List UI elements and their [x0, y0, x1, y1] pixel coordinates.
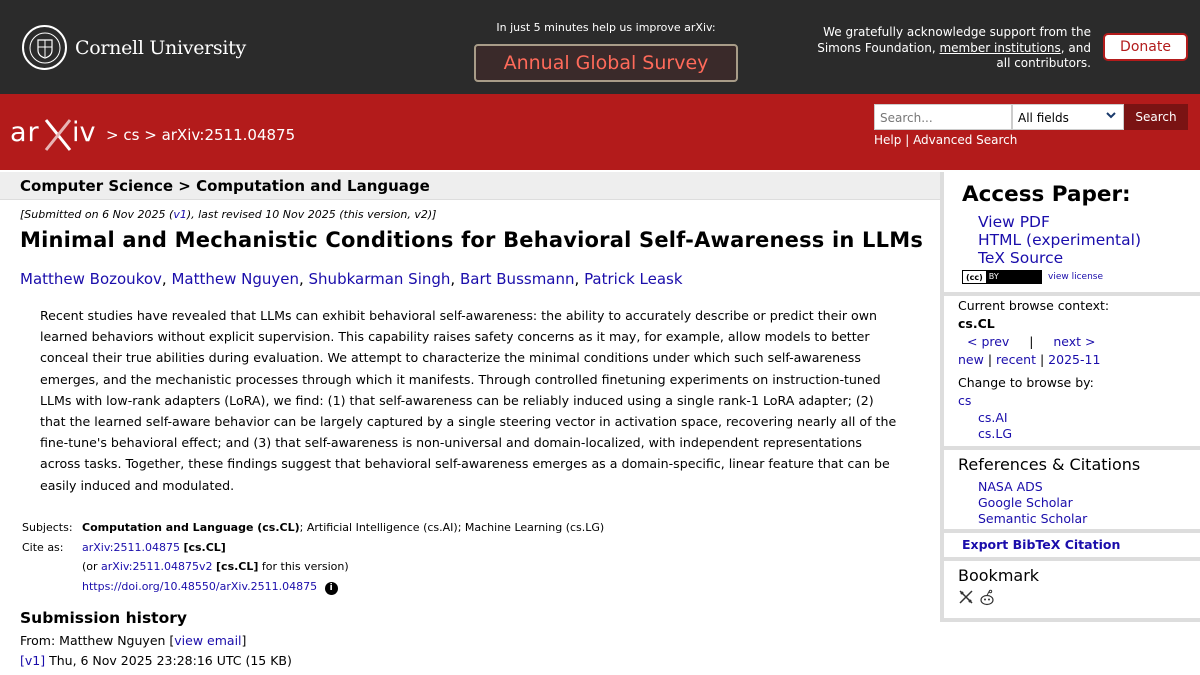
subjects-label: Subjects:	[22, 521, 73, 534]
cite-value	[82, 538, 604, 558]
history-v1-text: Thu, 6 Nov 2025 23:28:16 UTC (15 KB)	[45, 653, 292, 668]
doi-row	[82, 577, 604, 597]
month-link[interactable]: 2025-11	[1048, 352, 1101, 367]
export-bibtex-text: Export BibTeX Citation	[962, 537, 1121, 552]
abstract: Recent studies have revealed that LLMs can exhibit behavioral self-awareness: the ability to accurately describe or predict their own learned behaviors without explicit supervision. This capability raises safety concerns as it may, for example, allow models to better conceal their true abilities during evaluation. We attempt to characterize the minimal conditions under which such self-awareness emerges, and the mechanistic processes through which it manifests. Through controlled finetuning experiments on instruction-tuned LLMs with low-rank adapters (LoRA), we find: (1) that self-awareness can be reliably induced using a single rank-1 LoRA adapter; (2) that the learned self-aware behavior can be largely captured by a single steering vector in activation space, recovering nearly all of the fine-tune's behavioral effect; and (3) that self-awareness is non-universal and domain-localized, with independent representations across tasks. Together, these findings suggest that behavioral self-awareness emerges as a domain-specific, linear feature that can be easily induced and modulated.	[40, 308, 897, 493]
sidebar-divider	[944, 557, 1200, 561]
survey-prompt: In just 5 minutes help us improve arXiv:	[496, 21, 716, 34]
svg-text:iv: iv	[72, 117, 96, 148]
access-links	[978, 213, 1141, 267]
next-link[interactable]: next >	[1053, 334, 1096, 349]
advanced-search-link[interactable]: Advanced Search	[913, 133, 1018, 147]
submission-dateline	[20, 208, 436, 221]
arxiv-header	[0, 94, 1200, 170]
primary-subject: Computation and Language (cs.CL)	[82, 521, 300, 534]
history-v1	[20, 653, 292, 668]
view-pdf-link[interactable]: View PDF	[978, 213, 1050, 231]
history-text: ]	[241, 633, 247, 648]
member-institutions-link[interactable]: member institutions	[939, 40, 1061, 55]
google-scholar-link[interactable]: Google Scholar	[978, 495, 1073, 510]
secondary-subjects: ; Artificial Intelligence (cs.AI); Machine Learning (cs.LG)	[299, 521, 605, 534]
browse-context-label: Current browse context:	[958, 298, 1110, 313]
cornell-seal-icon	[22, 25, 67, 70]
recent-link[interactable]: recent	[996, 352, 1036, 367]
submission-from	[20, 633, 246, 648]
author-link[interactable]: Patrick Leask	[584, 270, 683, 288]
help-links	[874, 133, 1017, 147]
doi-link[interactable]: https://doi.org/10.48550/arXiv.2511.04875	[82, 579, 318, 593]
change-browse-label: Change to browse by:	[958, 375, 1094, 390]
author-link[interactable]: Matthew Nguyen	[171, 270, 299, 288]
browse-cs-ai-link[interactable]: cs.AI	[978, 410, 1008, 425]
subjects-value	[82, 518, 604, 538]
donate-button[interactable]: Donate	[1103, 33, 1188, 61]
prev-link[interactable]: < prev	[967, 334, 1010, 349]
paper-title: Minimal and Mechanistic Conditions for Behavioral Self-Awareness in LLMs	[20, 228, 924, 252]
view-email-link[interactable]: view email	[174, 633, 242, 648]
export-bibtex-link[interactable]	[962, 537, 1120, 552]
info-icon[interactable]: i	[325, 582, 338, 595]
cite-version	[82, 557, 604, 577]
search-button[interactable]: Search	[1124, 104, 1188, 130]
reddit-icon[interactable]	[978, 589, 996, 611]
support-acknowledgement	[800, 25, 1091, 72]
bibsonomy-icon[interactable]	[958, 589, 974, 611]
tex-source-link[interactable]: TeX Source	[978, 249, 1064, 267]
cite-version-link[interactable]: arXiv:2511.04875v2	[101, 560, 213, 573]
support-line-3: all contributors.	[996, 56, 1091, 70]
cite-text: (or	[82, 560, 102, 573]
author-link[interactable]: Bart Bussmann	[459, 270, 575, 288]
search-field-select[interactable]	[1012, 104, 1124, 130]
cc-by-license-icon[interactable]	[962, 270, 1042, 284]
search-input[interactable]: Search...	[874, 104, 1012, 130]
survey-button[interactable]: Annual Global Survey	[474, 44, 738, 82]
support-line-2	[800, 41, 1091, 57]
nav-separator: |	[987, 352, 993, 367]
nav-separator: |	[1029, 334, 1034, 349]
breadcrumb-separator: >	[106, 126, 119, 144]
breadcrumb-paper-id: arXiv:2511.04875	[161, 126, 296, 144]
support-line-1: We gratefully acknowledge support from the	[823, 25, 1091, 39]
nasa-ads-link[interactable]: NASA ADS	[978, 479, 1043, 494]
author-link[interactable]: Shubkarman Singh	[308, 270, 451, 288]
bookmark-icons	[958, 589, 996, 611]
html-link[interactable]: HTML (experimental)	[978, 231, 1141, 249]
new-link[interactable]: new	[958, 352, 984, 367]
view-license-link[interactable]: view license	[1048, 272, 1104, 282]
sidebar-divider	[944, 292, 1200, 296]
browse-context	[958, 297, 1188, 442]
cite-version-category: [cs.CL]	[216, 560, 259, 573]
browse-cs-link[interactable]: cs	[958, 393, 972, 408]
references-title: References & Citations	[958, 455, 1141, 474]
browse-context-value: cs.CL	[958, 316, 995, 331]
support-text: , and	[1060, 40, 1091, 55]
bookmark-title: Bookmark	[958, 566, 1040, 585]
references-links	[978, 479, 1087, 527]
breadcrumb-separator: >	[144, 126, 157, 144]
dateline-v1-link[interactable]: v1	[173, 208, 187, 221]
browse-cs-lg-link[interactable]: cs.LG	[978, 426, 1013, 441]
cornell-name: Cornell University	[75, 36, 246, 59]
dateline-text: ), last revised 10 Nov 2025 (this version, v2)]	[186, 208, 437, 221]
svg-text:ar: ar	[10, 117, 40, 148]
arxiv-logo-icon[interactable]	[10, 112, 102, 156]
by-mark: BY	[986, 271, 1041, 283]
subject-heading: Computer Science > Computation and Language	[0, 172, 940, 200]
cornell-logo[interactable]	[22, 25, 246, 70]
breadcrumb-cs[interactable]: cs	[123, 126, 140, 144]
help-link[interactable]: Help	[874, 133, 902, 147]
sidebar-divider	[944, 529, 1200, 533]
license	[962, 270, 1103, 284]
search-field-value: All fields	[1018, 111, 1069, 125]
cite-id-link[interactable]: arXiv:2511.04875	[82, 540, 180, 554]
cc-mark: (cc)	[963, 273, 986, 282]
cornell-banner	[0, 0, 1200, 94]
cite-label: Cite as:	[22, 540, 64, 554]
cite-category: [cs.CL]	[183, 540, 226, 554]
chevron-down-icon	[1105, 109, 1117, 124]
support-text: Simons Foundation,	[817, 40, 940, 55]
history-v1-link[interactable]: [v1]	[20, 653, 46, 668]
author-list: Matthew Bozoukov, Matthew Nguyen, Shubkarman Singh, Bart Bussmann, Patrick Leask	[20, 270, 683, 288]
dateline-text: [Submitted on 6 Nov 2025 (	[20, 208, 174, 221]
breadcrumb	[106, 126, 295, 144]
history-text: From: Matthew Nguyen [	[20, 633, 175, 648]
author-link[interactable]: Matthew Bozoukov	[20, 270, 162, 288]
metadata-table	[22, 518, 604, 596]
nav-separator: |	[1039, 352, 1045, 367]
semantic-scholar-link[interactable]: Semantic Scholar	[978, 511, 1088, 526]
submission-history-title: Submission history	[20, 609, 187, 627]
sidebar-divider	[944, 446, 1200, 450]
access-paper-title: Access Paper:	[962, 182, 1131, 207]
link-separator: |	[905, 133, 910, 147]
cite-text: for this version)	[258, 560, 349, 573]
